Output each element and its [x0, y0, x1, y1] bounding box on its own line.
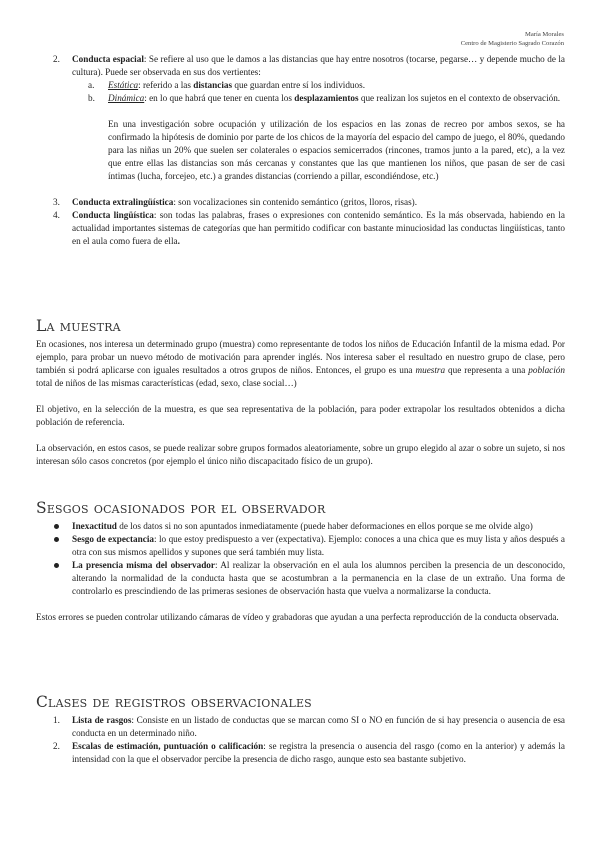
list-letter: a.: [88, 80, 95, 90]
term: Inexactitud: [72, 521, 117, 531]
term: Conducta espacial: [72, 54, 144, 64]
term: Conducta extralingüística: [72, 197, 174, 207]
term: Sesgo de expectancia: [72, 534, 154, 544]
errores-paragraph: Estos errores se pueden controlar utilizando cámaras de vídeo y grabadoras que ayudan a una perfecta reproducción de la conducta observada.: [36, 612, 559, 622]
list-item-conducta-espacial: [36, 53, 565, 79]
muestra-paragraph-1: [36, 338, 565, 390]
list-item: [36, 740, 565, 766]
text: que representa a una: [445, 365, 529, 375]
list-item: [36, 559, 565, 598]
bullet-icon: [54, 563, 59, 568]
item-text: : son todas las palabras, frases o expresiones con contenido semántico. Es la más observada, habiendo en la actualidad importantes sistemas de categorías que han permitido codificar con bastante minuciosidad las conductas lingüísticas, tanto en el aula como fuera de ella: [72, 210, 566, 246]
section-sesgos: [36, 499, 565, 624]
clases-list: [36, 714, 565, 766]
item-text: que guardan entre sí los individuos.: [232, 80, 365, 90]
bullet-icon: [54, 524, 59, 529]
item-text: : Consiste en un listado de conductas que se marcan como SI o NO en función de si hay presencia o ausencia de esa conducta en un determinado niño.: [72, 715, 565, 738]
text: En ocasiones, nos interesa un determinado grupo (muestra) como representante de todos los niños de Educación Infantil de la misma edad. Por ejemplo, para probar un nuevo método de motivación para aprender inglés. Nos interesa saber el resultado en nuestro grupo de clase, pero también si podrá aplicarse con iguales resultados a otros grupos de niños. Entonces, el grupo es una: [36, 339, 565, 375]
term: Conducta lingüística: [72, 210, 154, 220]
institution-name: Centro de Magisterio Sagrado Corazón: [460, 40, 564, 47]
item-text: : son vocalizaciones sin contenido semántico (gritos, lloros, risas).: [173, 197, 417, 207]
list-number: 1.: [53, 715, 60, 725]
item-text: : en lo que habrá que tener en cuenta los: [144, 93, 295, 103]
period: .: [177, 236, 180, 246]
term: Dinámica: [108, 93, 145, 103]
keyword: desplazamientos: [294, 93, 359, 103]
list-item-linguistica: [36, 209, 565, 248]
list-number: 2.: [53, 54, 60, 64]
author-name: María Morales: [525, 31, 564, 38]
emphasis: muestra: [415, 365, 446, 375]
term: La presencia misma del observador: [72, 560, 215, 570]
conductas-list: [36, 53, 565, 248]
list-item-estatica: [36, 79, 565, 92]
term: Lista de rasgos: [72, 715, 132, 725]
list-number: 2.: [53, 741, 60, 751]
term: Estática: [108, 80, 139, 90]
list-letter: b.: [88, 93, 95, 103]
investigacion-paragraph: En una investigación sobre ocupación y utilización de los espacios en las zonas de recreo por ambos sexos, se ha confirmado la hipótesis de dominio por parte de los chicos de la mayoría del espacio del campo de juego, el 80%, quedando para las niñas un 20% que suelen ser colaterales o espacios semicerrados (rincones, tramos junto a la pared, etc), a la vez que entre ellas las distancias son más cercanas y constantes que las que mantienen los niños, que pasan de ser de casi íntimas (lucha, forcejeo, etc.) a grandes distancias (corriendo a pillar, escondiéndose, etc.): [108, 119, 565, 181]
section-title: Sesgos ocasionados por el observador: [36, 499, 326, 517]
item-text: que realizan los sujetos en el contexto de observación.: [358, 93, 561, 103]
text: total de niños de las mismas características (edad, sexo, clase social…): [36, 378, 297, 388]
list-item: [36, 714, 565, 740]
term: Escalas de estimación, puntuación o calificación: [72, 741, 264, 751]
item-text: : Se refiere al uso que le damos a las distancias que hay entre nosotros (tocarse, pegarse… y depende mucho de la cultura). Puede ser observada en sus dos vertientes:: [72, 54, 565, 77]
item-text: : se registra la presencia o ausencia del rasgo (como en la anterior) y además la intensidad con la que el observador percibe la presencia de dicho rasgo, aunque esto sea bastante subjetivo.: [72, 741, 565, 764]
item-text: de los datos si no son apuntados inmediatamente (puede haber deformaciones en ellos porque se me olvide algo): [116, 521, 533, 531]
page-header: [461, 30, 564, 48]
item-text: : referido a las: [138, 80, 194, 90]
list-number: 4.: [53, 210, 60, 220]
section-title: Clases de registros observacionales: [36, 693, 312, 711]
muestra-paragraph-3: La observación, en estos casos, se puede realizar sobre grupos formados aleatoriamente, sobre un grupo elegido al azar o sobre un sujeto, si nos interesan sólo casos concretos (por ejemplo el único niño discapacitado físico de un grupo).: [36, 443, 565, 466]
list-item-extralinguistica: [36, 196, 565, 209]
muestra-paragraph-2: El objetivo, en la selección de la muestra, es que sea representativa de la población, para poder extrapolar los resultados obtenidos a dicha población de referencia.: [36, 404, 565, 427]
sesgos-list: [36, 520, 565, 598]
list-item: [36, 520, 565, 533]
list-number: 3.: [53, 197, 60, 207]
emphasis: población: [528, 365, 565, 375]
list-item: [36, 533, 565, 559]
item-text: : lo que estoy predispuesto a ver (expectativa). Ejemplo: conoces a una chica que es muy lista y años después a otra con sus mismos apellidos y supones que será también muy lista.: [72, 534, 565, 557]
list-item-dinamica: [36, 92, 565, 105]
bullet-icon: [54, 537, 59, 542]
keyword: distancias: [193, 80, 233, 90]
section-muestra: [36, 317, 565, 468]
section-clases: [36, 693, 565, 766]
item-text: : Al realizar la observación en el aula los alumnos perciben la presencia de un desconocido, alterando la normalidad de la conducta hasta que se acostumbran a la permanencia en la clase de un extraño. Una forma de controlarlo es prescindiendo de las primeras sesiones de observación hasta que vuelva a normalizarse la conducta.: [72, 560, 565, 596]
section-title: La muestra: [36, 317, 121, 335]
